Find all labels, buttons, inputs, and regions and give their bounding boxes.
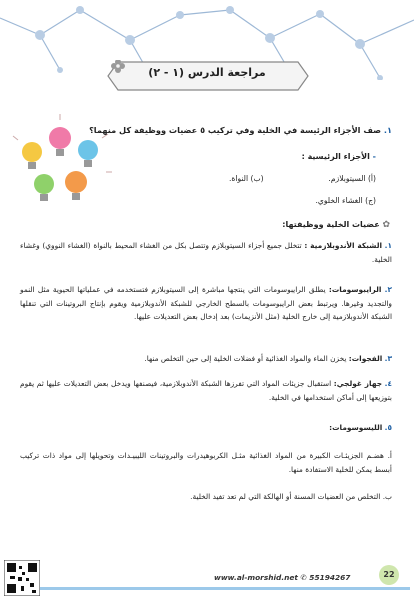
footer-contact bbox=[214, 573, 374, 585]
part-a: (أ) السيتوبلازم. bbox=[328, 174, 376, 183]
website-link[interactable]: www.al-morshid.net bbox=[214, 573, 298, 582]
page-number: 22 bbox=[379, 565, 399, 585]
item-golgi bbox=[20, 377, 392, 404]
main-parts-heading bbox=[20, 150, 376, 163]
main-parts-heading-text: الأجزاء الرئيسية : bbox=[301, 152, 370, 161]
flower-icon: ✿ bbox=[382, 220, 390, 230]
item-vacuoles bbox=[20, 352, 392, 366]
organelles-heading bbox=[20, 218, 390, 232]
part-c-row bbox=[20, 194, 376, 207]
main-parts-row bbox=[176, 172, 376, 185]
item-number: ٤. bbox=[384, 379, 392, 388]
item-term: الفجوات: bbox=[348, 354, 383, 363]
item-text: يخزن الماء والمواد الغذائية أو فضلات الخلية إلى حين التخلص منها. bbox=[144, 354, 347, 363]
part-b: (ب) النواة. bbox=[228, 174, 264, 183]
item-term: جهاز غولجي: bbox=[333, 379, 383, 388]
question-1 bbox=[20, 124, 392, 137]
item-term: الليسوسومات: bbox=[329, 423, 383, 432]
item-number: ٥. bbox=[384, 423, 392, 432]
lesson-title: مراجعة الدرس (١ - ٢) bbox=[148, 66, 266, 79]
question-1-number: ١. bbox=[383, 125, 392, 135]
part-c: (ج) الغشاء الخلوي. bbox=[315, 196, 376, 205]
organelles-heading-text: عضيات الخلية ووظيفتها: bbox=[282, 220, 380, 229]
item-number: ٢. bbox=[384, 285, 392, 294]
phone-icon: ✆ bbox=[300, 573, 307, 582]
item-text: تتخلل جميع أجزاء السيتوبلازم وتتصل بكل من الغشاء المحيط بالنواة (الغشاء النووي) وغشاء الخلية. bbox=[20, 241, 392, 264]
question-1-text: صف الأجزاء الرئيسة في الخلية وفي تركيب ٥ عضيات ووظيفة كل منهما؟ bbox=[89, 125, 382, 135]
phone-number: 55194267 bbox=[309, 573, 351, 582]
item-text: استقبال جزيئات المواد التي تفرزها الشبكة الأندوبلازمية، فيصنفها ويدخل بعض التعديلات عليها ثم يقوم بتوزيعها إلى أماكن استخدامها في الخلية. bbox=[20, 379, 392, 402]
item-term: الرايبوسومات: bbox=[328, 285, 382, 294]
lysosome-function-a: أ. هضـم الجزيئـات الكبيرة من المواد الغذائية مثـل الكربوهيدرات والبروتينات الليبيـدات وتحويلها إلى مواد ذات تركيب أبسط يمكن للخلية الاستفادة منها. bbox=[20, 451, 392, 474]
item-ribosomes bbox=[20, 283, 392, 324]
lysosome-function-b: ب. التخلص من العضيات المسنة أو الهالكة التي لم تعد تفيد الخلية. bbox=[190, 492, 392, 501]
item-number: ٣. bbox=[384, 354, 392, 363]
heading-dash: - bbox=[372, 152, 376, 161]
item-term: الشبكة الأندوبلازمية : bbox=[304, 241, 383, 250]
item-number: ١. bbox=[384, 241, 392, 250]
item-endoplasmic-reticulum bbox=[20, 239, 392, 266]
item-lysosomes bbox=[20, 421, 392, 435]
item-text: يطلق الرايبوسومات التي ينتجها مباشرة إلى السيتوبلازم فتستخدمه في عملياتها الحيوية مثل النمو والتجديد وغيرها. ويرتبط بعض الرايبوسومات بالسطح الخارجي للشبكة الأندوبلازمية ويقوم بإنتاج البروتينات التي تنقلها الشبكة الأندوبلازمية إلى خارج الخلية (مثل الأنزيمات) بعد إدخال بعض التعديلات عليها. bbox=[20, 285, 392, 321]
qr-code-icon bbox=[4, 560, 40, 596]
footer-bar bbox=[40, 587, 410, 590]
